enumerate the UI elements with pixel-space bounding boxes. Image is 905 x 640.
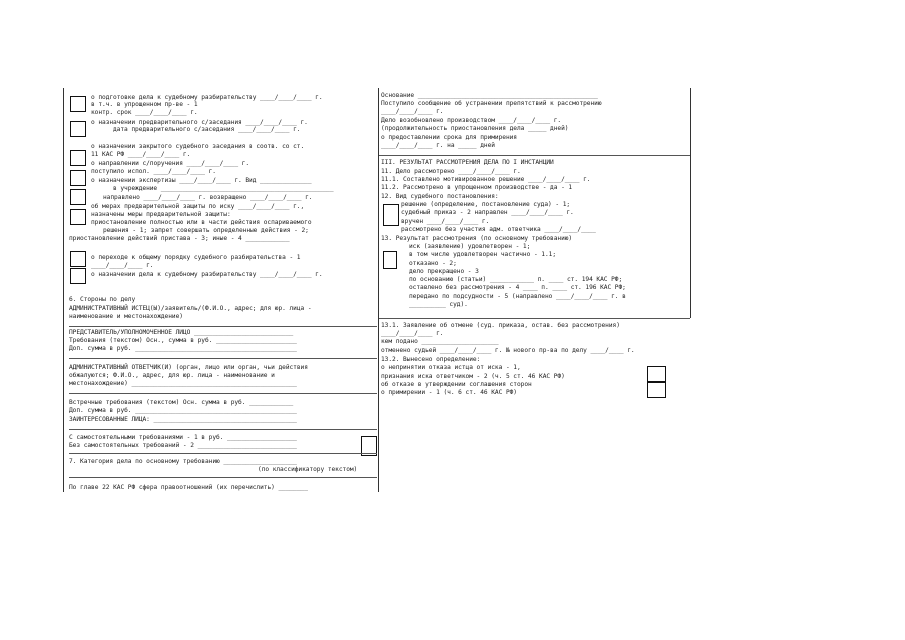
left-line-6: о назначении закрытого судебного заседания в соотв. со ст. xyxy=(91,143,305,150)
checkbox-trial-appointment[interactable] xyxy=(70,268,86,284)
checkbox-expertise[interactable] xyxy=(70,189,86,205)
left-line-16: решения - 1; запрет совершать определенные действия - 2; xyxy=(103,227,309,234)
result-heading: III. РЕЗУЛЬТАТ РАССМОТРЕНИЯ ДЕЛА ПО I ИНСТАНЦИИ xyxy=(381,159,554,166)
right-line-15: вручен ____/____/____ г. xyxy=(401,218,490,225)
right-line-23: оставлено без рассмотрения - 4 ____ п. ____ ст. 196 КАС РФ; xyxy=(409,284,626,291)
right-line-32: признания иска ответчиком - 2 (ч. 5 ст. 46 КАС РФ) xyxy=(381,373,565,380)
right-line-3: ____/____/____ г. xyxy=(381,108,444,115)
left-line-1: о подготовке дела к судебному разбирательству ____/____/____ г. xyxy=(91,94,323,101)
left-line-3: контр. срок ____/____/____ г. xyxy=(91,109,198,116)
left-line-25: Требования (текстом) Осн., сумма в руб. ______________________ xyxy=(69,337,297,344)
right-line-27: ____/____/____ г. xyxy=(381,330,444,337)
left-line-31: Доп. сумма в руб. ____________________________________________ xyxy=(69,407,297,414)
right-line-4: Дело возобновлено производством ____/____/____ г. xyxy=(381,117,562,124)
right-line-10: 11.1. Составлено мотивированное решение ____/____/____ г. xyxy=(381,176,591,183)
left-line-12: направлено ____/____/____ г. возвращено ____/____/____ г. xyxy=(103,194,313,201)
right-line-19: в том числе удовлетворен частично - 1.1; xyxy=(409,251,557,258)
divider-2 xyxy=(69,358,377,359)
right-line-18: иск (заявление) удовлетворен - 1; xyxy=(409,243,531,250)
divider-4 xyxy=(69,429,377,430)
left-line-14: назначены меры предварительной защиты: xyxy=(91,211,231,218)
left-line-10: о назначении экспертизы ____/____/____ г. Вид ______________ xyxy=(91,177,312,184)
left-line-17: приостановление действий пристава - 3; иные - 4 ____________ xyxy=(69,235,290,242)
left-line-33: С самостоятельными требованиями - 1 в руб. ___________________ xyxy=(69,434,297,441)
left-line-22: АДМИНИСТРАТИВНЫЙ ИСТЕЦ(Ы)/заявитель/(Ф.И.О., адрес; для юр. лица - xyxy=(69,305,312,312)
right-line-31: о непринятии отказа истца от иска - 1, xyxy=(381,364,521,371)
divider-1 xyxy=(69,326,377,327)
right-line-20: отказано - 2; xyxy=(409,260,457,267)
left-border xyxy=(63,88,64,492)
left-line-32: ЗАИНТЕРЕСОВАННЫЕ ЛИЦА: _______________________________________ xyxy=(69,416,297,423)
right-line-13: решение (определение, постановление суда) - 1; xyxy=(401,201,571,208)
right-line-22: по основанию (статьи) ____________ п. ____ ст. 194 КАС РФ; xyxy=(409,276,623,283)
right-line-9: 11. Дело рассмотрено ____/____/____ г. xyxy=(381,168,521,175)
parties-heading: 6. Стороны по делу xyxy=(69,296,136,303)
right-line-11: 11.2. Рассмотрено в упрощенном производстве - да - 1 xyxy=(381,184,573,191)
checkbox-determination-2[interactable] xyxy=(647,382,666,398)
left-line-29: местонахождение) _____________________________________________ xyxy=(69,380,297,387)
left-line-34: Без самостоятельных требований - 2 ___________________________ xyxy=(69,442,297,449)
checkbox-general-procedure[interactable] xyxy=(70,251,86,267)
center-divider xyxy=(378,88,379,492)
left-line-23: наименование и местонахождение) xyxy=(69,313,183,320)
right-border xyxy=(690,88,691,318)
checkbox-preparation[interactable] xyxy=(70,96,86,112)
document-sheet xyxy=(63,88,690,492)
left-line-28: обжалуются; Ф.И.О., адрес, для юр. лица - наименование и xyxy=(69,372,275,379)
divider-3 xyxy=(69,393,377,394)
checkbox-court-order[interactable] xyxy=(70,170,86,186)
checkbox-closed-session[interactable] xyxy=(70,150,86,166)
left-line-2: в т.ч. в упрощенном пр-ве - 1 xyxy=(91,101,198,108)
left-line-30: Встречные требования (текстом) Осн. сумма в руб. ____________ xyxy=(69,399,294,406)
left-line-7: 11 КАС РФ ____/____/____ г. xyxy=(91,151,191,158)
left-line-8: о направлении с/поручения ____/____/____ г. xyxy=(91,160,250,167)
checkbox-result[interactable] xyxy=(383,251,397,269)
right-line-12: 12. Вид судебного постановления: xyxy=(381,193,499,200)
right-line-16: рассмотрено без участия адм. ответчика ____/____/____ xyxy=(401,226,596,233)
left-line-26: Доп. сумма в руб. ____________________________________________ xyxy=(69,345,297,352)
left-line-20: о назначении дела к судебному разбирательству ____/____/____ г. xyxy=(91,271,323,278)
left-line-4: о назначении предварительного с/заседания ____/____/____ г. xyxy=(91,119,308,126)
right-line-6: о предоставлении срока для примирения xyxy=(381,134,517,141)
left-line-27: АДМИНИСТРАТИВНЫЙ ОТВЕТЧИК(И) (орган, лицо или орган, чьи действия xyxy=(69,364,308,371)
left-line-18: о переходе к общему порядку судебного разбирательства - 1 xyxy=(91,254,301,261)
checkbox-determination-1[interactable] xyxy=(647,366,666,382)
right-line-30: 13.2. Вынесено определение: xyxy=(381,356,481,363)
right-line-34: о примирении - 1 (ч. 6 ст. 46 КАС РФ) xyxy=(381,389,517,396)
right-line-21: дело прекращено - 3 xyxy=(409,268,479,275)
right-line-17: 13. Результат рассмотрения (по основному требованию) xyxy=(381,235,573,242)
left-line-13: об мерах предварительной защиты по иску ____/____/____ г., xyxy=(91,203,305,210)
right-line-26: 13.1. Заявление об отмене (суд. приказа, остав. без рассмотрения) xyxy=(381,322,620,329)
checkbox-prelim-session[interactable] xyxy=(70,121,86,137)
checkbox-preliminary-protection[interactable] xyxy=(70,209,86,225)
left-line-15: приостановление полностью или в части действия оспариваемого xyxy=(91,219,312,226)
right-line-29: отменено судьей ____/____/____ г. № нового пр-ва по делу ____/____ г. xyxy=(381,347,635,354)
checkbox-ruling-type[interactable] xyxy=(383,204,399,226)
right-line-33: об отказе в утверждении соглашения сторон xyxy=(381,381,532,388)
left-line-19: ____/____/____ г. xyxy=(91,262,154,269)
divider-r2 xyxy=(379,318,690,319)
divider-6 xyxy=(69,477,377,478)
right-line-1: Основание _________________________________________________ xyxy=(381,92,598,99)
left-line-5: дата предварительного с/заседания ____/____/____ г. xyxy=(113,126,301,133)
right-line-5: (продолжительность приостановления дела _____ дней) xyxy=(381,125,569,132)
left-line-24: ПРЕДСТАВИТЕЛЬ/УПОЛНОМОЧЕННОЕ ЛИЦО ___________________________ xyxy=(69,329,294,336)
right-line-25: __________ суд). xyxy=(409,301,468,308)
left-line-37: По главе 22 КАС РФ сфера правоотношений (их перечислить) ________ xyxy=(69,484,308,491)
right-line-24: передано по подсудности - 5 (направлено ____/____/____ г. в xyxy=(409,293,626,300)
divider-r1 xyxy=(379,155,690,156)
category-heading: 7. Категория дела по основному требованию ____________________ xyxy=(69,458,297,465)
right-line-28: кем подано _____________________ xyxy=(381,338,499,345)
divider-5 xyxy=(69,453,377,454)
left-line-9: поступило испол. ____/____/____ г. xyxy=(91,168,216,175)
right-line-2: Поступило сообщение об устранении препятствий к рассмотрению xyxy=(381,100,602,107)
right-line-7: ____/____/____ г. на _____ дней xyxy=(381,142,495,149)
left-line-11: в учреждение _______________________________________________ xyxy=(113,185,334,192)
right-line-14: судебный приказ - 2 направлен ____/____/____ г. xyxy=(401,209,574,216)
left-line-36: (по классификатору текстом) xyxy=(258,466,358,473)
